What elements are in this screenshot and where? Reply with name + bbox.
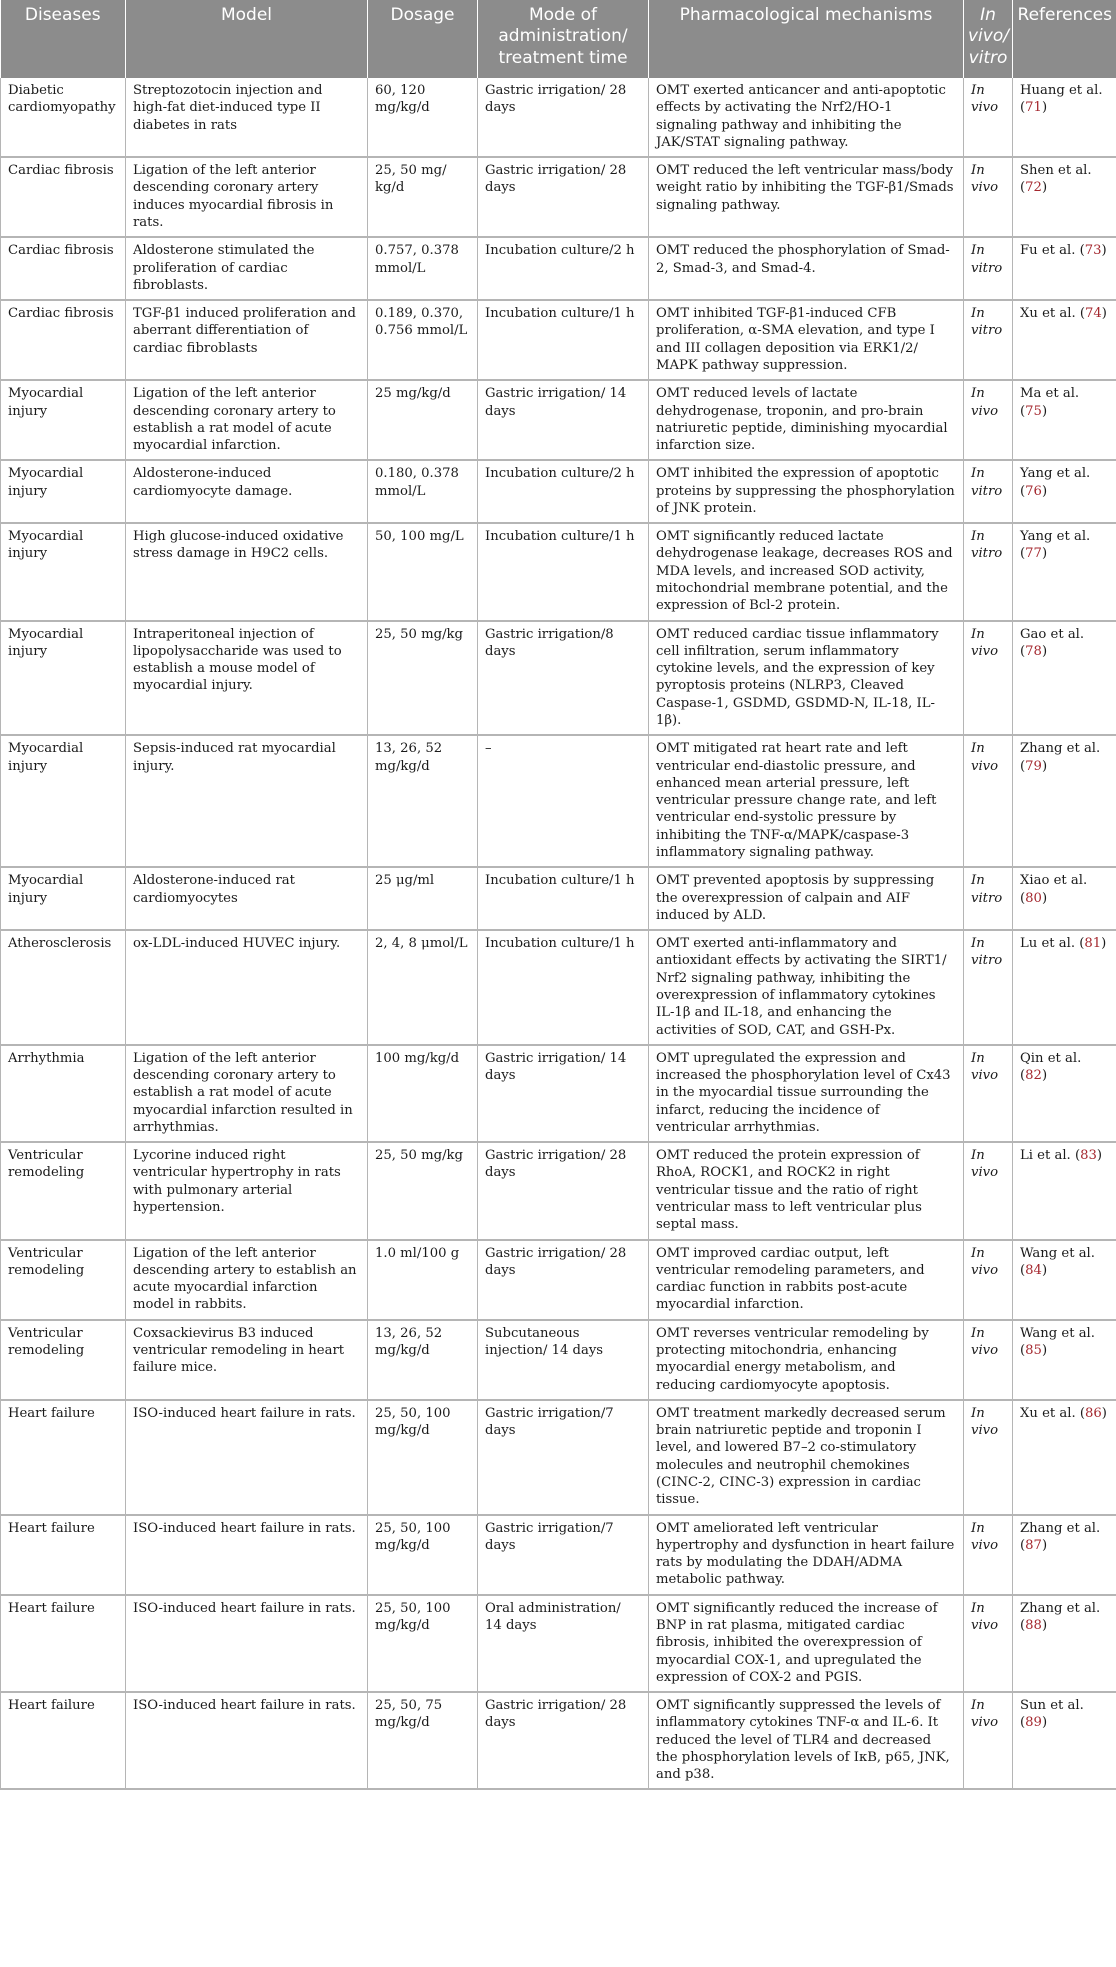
reference-number-link[interactable]: 76 — [1025, 483, 1042, 499]
mechanism-cell: OMT exerted anti-inflammatory and antioxidant effects by activating the SIRT1/ Nrf2 signaling pathway, inhibiting the overexpression of inflammatory cytokines IL-1β and IL-18, and enhancing the activities of SOD, CAT, and GSH-Px. — [649, 930, 964, 1045]
table-row — [1, 523, 1116, 620]
dosage-cell: 0.757, 0.378 mmol/L — [368, 237, 478, 300]
vivo-vitro-cell: In vivo — [964, 735, 1013, 867]
mode-cell: Gastric irrigation/ 14 days — [478, 380, 649, 460]
disease-cell: Myocardial injury — [1, 523, 126, 620]
vivo-vitro-cell: In vivo — [964, 621, 1013, 736]
reference-number-link[interactable]: 81 — [1084, 936, 1102, 952]
reference-cell: Shen et al. (72) — [1013, 157, 1116, 237]
vivo-vitro-cell: In vitro — [964, 300, 1013, 380]
disease-cell: Myocardial injury — [1, 380, 126, 460]
model-cell: TGF-β1 induced proliferation and aberrant differentiation of cardiac fibroblasts — [126, 300, 368, 380]
reference-cell: Wang et al. (84) — [1013, 1240, 1116, 1320]
model-cell: ISO-induced heart failure in rats. — [126, 1400, 368, 1515]
table-row — [1, 867, 1116, 930]
reference-number-link[interactable]: 86 — [1085, 1405, 1102, 1421]
model-cell: ISO-induced heart failure in rats. — [126, 1595, 368, 1692]
table-row — [1, 237, 1116, 300]
mechanism-cell: OMT upregulated the expression and increased the phosphorylation level of Cx43 in the myocardial tissue surrounding the infarct, reducing the incidence of ventricular arrhythmias. — [649, 1045, 964, 1142]
dosage-cell: 1.0 ml/100 g — [368, 1240, 478, 1320]
mechanism-cell: OMT significantly reduced the increase of BNP in rat plasma, mitigated cardiac fibrosis, inhibited the overexpression of myocardial COX-1, and upregulated the expression of COX-2 and PGIS. — [649, 1595, 964, 1692]
disease-cell: Atherosclerosis — [1, 930, 126, 1045]
reference-cell: Yang et al. (76) — [1013, 460, 1116, 523]
mode-cell: Incubation culture/1 h — [478, 523, 649, 620]
mode-cell: Incubation culture/1 h — [478, 867, 649, 930]
mechanism-cell: OMT significantly suppressed the levels of inflammatory cytokines TNF-α and IL-6. It reduced the level of TLR4 and decreased the phosphorylation levels of IκB, p65, JNK, and p38. — [649, 1692, 964, 1789]
reference-number-link[interactable]: 73 — [1084, 243, 1102, 259]
vivo-vitro-cell: In vivo — [964, 1692, 1013, 1789]
mechanism-cell: OMT reduced levels of lactate dehydrogenase, troponin, and pro-brain natriuretic peptide, diminishing myocardial infarction size. — [649, 380, 964, 460]
vivo-vitro-cell: In vivo — [964, 1595, 1013, 1692]
dosage-cell: 25, 50 mg/kg — [368, 621, 478, 736]
reference-number-link[interactable]: 75 — [1025, 403, 1042, 419]
mechanism-cell: OMT exerted anticancer and anti-apoptotic effects by activating the Nrf2/HO-1 signaling pathway and inhibiting the JAK/STAT signaling pathway. — [649, 78, 964, 157]
mechanism-cell: OMT significantly reduced lactate dehydrogenase leakage, decreases ROS and MDA levels, and increased SOD activity, mitochondrial membrane potential, and the expression of Bcl-2 protein. — [649, 523, 964, 620]
reference-author: Xiao et al. — [1020, 873, 1088, 889]
disease-cell: Heart failure — [1, 1692, 126, 1789]
reference-cell: Lu et al. (81) — [1013, 930, 1116, 1045]
dosage-cell: 13, 26, 52 mg/kg/d — [368, 1320, 478, 1400]
reference-author: Xu et al. — [1020, 306, 1076, 322]
disease-cell: Heart failure — [1, 1515, 126, 1595]
reference-author: Sun et al. — [1020, 1698, 1084, 1714]
table-row — [1, 380, 1116, 460]
vivo-vitro-cell: In vitro — [964, 237, 1013, 300]
reference-author: Zhang et al. — [1020, 741, 1101, 757]
header-mode: Mode of administration/ treatment time — [478, 0, 649, 78]
disease-cell: Ventricular remodeling — [1, 1142, 126, 1239]
mode-cell: Incubation culture/2 h — [478, 237, 649, 300]
disease-cell: Myocardial injury — [1, 460, 126, 523]
reference-cell: Huang et al. (71) — [1013, 78, 1116, 157]
reference-cell: Zhang et al. (87) — [1013, 1515, 1116, 1595]
table-row — [1, 1400, 1116, 1515]
mechanism-cell: OMT mitigated rat heart rate and left ventricular end-diastolic pressure, and enhanced mean arterial pressure, left ventricular pressure change rate, and left ventricular end-systolic pressure by inhibiting the TNF-α/MAPK/caspase-3 inflammatory signaling pathway. — [649, 735, 964, 867]
mechanism-cell: OMT inhibited TGF-β1-induced CFB proliferation, α-SMA elevation, and type I and III collagen deposition via ERK1/2/ MAPK pathway suppression. — [649, 300, 964, 380]
dosage-cell: 100 mg/kg/d — [368, 1045, 478, 1142]
vivo-vitro-cell: In vivo — [964, 78, 1013, 157]
reference-author: Qin et al. — [1020, 1050, 1082, 1066]
mode-cell: Gastric irrigation/7 days — [478, 1515, 649, 1595]
table-row — [1, 1515, 1116, 1595]
header-diseases: Diseases — [1, 0, 126, 78]
vivo-vitro-cell: In vivo — [964, 1240, 1013, 1320]
table-row — [1, 1240, 1116, 1320]
model-cell: Aldosterone-induced rat cardiomyocytes — [126, 867, 368, 930]
table-row — [1, 735, 1116, 867]
dosage-cell: 25, 50, 100 mg/kg/d — [368, 1595, 478, 1692]
reference-cell: Ma et al. (75) — [1013, 380, 1116, 460]
reference-author: Yang et al. — [1020, 529, 1091, 545]
reference-author: Yang et al. — [1020, 466, 1091, 482]
reference-cell: Fu et al. (73) — [1013, 237, 1116, 300]
model-cell: Streptozotocin injection and high-fat diet-induced type II diabetes in rats — [126, 78, 368, 157]
mode-cell: Gastric irrigation/ 28 days — [478, 157, 649, 237]
reference-number-link[interactable]: 83 — [1080, 1148, 1097, 1164]
mode-cell: Oral administration/ 14 days — [478, 1595, 649, 1692]
vivo-vitro-cell: In vivo — [964, 1515, 1013, 1595]
reference-number-link[interactable]: 74 — [1085, 306, 1102, 322]
reference-number-link[interactable]: 87 — [1025, 1537, 1042, 1553]
dosage-cell: 25, 50, 100 mg/kg/d — [368, 1515, 478, 1595]
model-cell: Ligation of the left anterior descending coronary artery induces myocardial fibrosis in rats. — [126, 157, 368, 237]
dosage-cell: 25 μg/ml — [368, 867, 478, 930]
disease-cell: Myocardial injury — [1, 621, 126, 736]
model-cell: Intraperitoneal injection of lipopolysaccharide was used to establish a mouse model of myocardial injury. — [126, 621, 368, 736]
reference-number-link[interactable]: 71 — [1025, 100, 1042, 116]
vivo-vitro-cell: In vitro — [964, 930, 1013, 1045]
reference-cell: Sun et al. (89) — [1013, 1692, 1116, 1789]
reference-cell: Xu et al. (86) — [1013, 1400, 1116, 1515]
mode-cell: Incubation culture/1 h — [478, 300, 649, 380]
dosage-cell: 25, 50, 75 mg/kg/d — [368, 1692, 478, 1789]
model-cell: ISO-induced heart failure in rats. — [126, 1515, 368, 1595]
reference-cell: Zhang et al. (88) — [1013, 1595, 1116, 1692]
disease-cell: Myocardial injury — [1, 867, 126, 930]
mode-cell: Gastric irrigation/ 28 days — [478, 78, 649, 157]
mechanism-cell: OMT reduced cardiac tissue inflammatory cell infiltration, serum inflammatory cytokine levels, and the expression of key pyroptosis proteins (NLRP3, Cleaved Caspase-1, GSDMD, GSDMD-N, IL-18, IL-1β). — [649, 621, 964, 736]
table-row — [1, 1142, 1116, 1239]
reference-cell: Zhang et al. (79) — [1013, 735, 1116, 867]
model-cell: Coxsackievirus B3 induced ventricular remodeling in heart failure mice. — [126, 1320, 368, 1400]
reference-author: Shen et al. — [1020, 163, 1092, 179]
reference-author: Xu et al. — [1020, 1405, 1076, 1421]
mode-cell: Gastric irrigation/8 days — [478, 621, 649, 736]
reference-number-link[interactable]: 77 — [1025, 546, 1042, 562]
reference-cell: Yang et al. (77) — [1013, 523, 1116, 620]
mode-cell: Subcutaneous injection/ 14 days — [478, 1320, 649, 1400]
table-row — [1, 1320, 1116, 1400]
disease-cell: Cardiac fibrosis — [1, 237, 126, 300]
reference-number-link[interactable]: 79 — [1025, 758, 1042, 774]
mode-cell: Gastric irrigation/ 28 days — [478, 1240, 649, 1320]
table-row — [1, 1045, 1116, 1142]
mode-cell: Gastric irrigation/ 28 days — [478, 1692, 649, 1789]
mechanism-cell: OMT inhibited the expression of apoptotic proteins by suppressing the phosphorylation of JNK protein. — [649, 460, 964, 523]
reference-cell: Wang et al. (85) — [1013, 1320, 1116, 1400]
mechanism-cell: OMT prevented apoptosis by suppressing the overexpression of calpain and AIF induced by ALD. — [649, 867, 964, 930]
table-row — [1, 621, 1116, 736]
dosage-cell: 25, 50, 100 mg/kg/d — [368, 1400, 478, 1515]
header-mechanisms: Pharmacological mechanisms — [649, 0, 964, 78]
table-row — [1, 460, 1116, 523]
disease-cell: Ventricular remodeling — [1, 1320, 126, 1400]
model-cell: Aldosterone-induced cardiomyocyte damage. — [126, 460, 368, 523]
vivo-vitro-cell: In vivo — [964, 380, 1013, 460]
mode-cell: Gastric irrigation/7 days — [478, 1400, 649, 1515]
reference-number-link[interactable]: 78 — [1025, 643, 1042, 659]
reference-cell: Gao et al. (78) — [1013, 621, 1116, 736]
mechanism-cell: OMT improved cardiac output, left ventricular remodeling parameters, and cardiac function in rabbits post-acute myocardial infarction. — [649, 1240, 964, 1320]
reference-number-link[interactable]: 72 — [1025, 180, 1042, 196]
reference-cell: Li et al. (83) — [1013, 1142, 1116, 1239]
table-row — [1, 300, 1116, 380]
model-cell: Sepsis-induced rat myocardial injury. — [126, 735, 368, 867]
reference-cell: Xu et al. (74) — [1013, 300, 1116, 380]
reference-author: Zhang et al. — [1020, 1600, 1101, 1616]
mode-cell: Incubation culture/2 h — [478, 460, 649, 523]
reference-cell: Qin et al. (82) — [1013, 1045, 1116, 1142]
vivo-vitro-cell: In vitro — [964, 867, 1013, 930]
reference-author: Wang et al. — [1020, 1245, 1095, 1261]
dosage-cell: 25, 50 mg/kg — [368, 1142, 478, 1239]
table-row — [1, 930, 1116, 1045]
mechanism-cell: OMT reduced the phosphorylation of Smad-2, Smad-3, and Smad-4. — [649, 237, 964, 300]
model-cell: Ligation of the left anterior descending coronary artery to establish a rat model of acute myocardial infarction resulted in arrhythmias. — [126, 1045, 368, 1142]
model-cell: ISO-induced heart failure in rats. — [126, 1692, 368, 1789]
mode-cell: – — [478, 735, 649, 867]
vivo-vitro-cell: In vivo — [964, 1045, 1013, 1142]
reference-author: Ma et al. — [1020, 386, 1080, 402]
mechanism-cell: OMT ameliorated left ventricular hypertrophy and dysfunction in heart failure rats by modulating the DDAH/ADMA metabolic pathway. — [649, 1515, 964, 1595]
reference-number-link[interactable]: 88 — [1025, 1617, 1042, 1633]
vivo-vitro-cell: In vitro — [964, 523, 1013, 620]
mechanism-cell: OMT treatment markedly decreased serum brain natriuretic peptide and troponin I level, and lowered B7–2 co-stimulatory molecules and neutrophil chemokines (CINC-2, CINC-3) expression in cardiac tissue. — [649, 1400, 964, 1515]
table-header — [1, 0, 1116, 78]
vivo-vitro-cell: In vivo — [964, 157, 1013, 237]
vivo-vitro-cell: In vivo — [964, 1142, 1013, 1239]
dosage-cell: 25 mg/kg/d — [368, 380, 478, 460]
reference-author: Fu et al. — [1020, 243, 1076, 259]
reference-author: Wang et al. — [1020, 1325, 1095, 1341]
reference-author: Lu et al. — [1020, 936, 1076, 952]
model-cell: Ligation of the left anterior descending coronary artery to establish a rat model of acute myocardial infarction. — [126, 380, 368, 460]
header-row — [1, 0, 1116, 78]
mode-cell: Gastric irrigation/ 14 days — [478, 1045, 649, 1142]
mechanism-cell: OMT reduced the left ventricular mass/body weight ratio by inhibiting the TGF-β1/Smads signaling pathway. — [649, 157, 964, 237]
model-cell: Ligation of the left anterior descending artery to establish an acute myocardial infarction model in rabbits. — [126, 1240, 368, 1320]
reference-author: Huang et al. — [1020, 83, 1103, 98]
mechanism-cell: OMT reverses ventricular remodeling by protecting mitochondria, enhancing myocardial energy metabolism, and reducing cardiomyocyte apoptosis. — [649, 1320, 964, 1400]
dosage-cell: 50, 100 mg/L — [368, 523, 478, 620]
dosage-cell: 13, 26, 52 mg/kg/d — [368, 735, 478, 867]
reference-number-link[interactable]: 89 — [1025, 1715, 1042, 1731]
table-row — [1, 78, 1116, 157]
reference-number-link[interactable]: 85 — [1025, 1343, 1042, 1358]
table-row — [1, 157, 1116, 237]
dosage-cell: 0.189, 0.370, 0.756 mmol/L — [368, 300, 478, 380]
dosage-cell: 25, 50 mg/ kg/d — [368, 157, 478, 237]
model-cell: ox-LDL-induced HUVEC injury. — [126, 930, 368, 1045]
reference-number-link[interactable]: 82 — [1025, 1068, 1042, 1084]
reference-number-link[interactable]: 84 — [1025, 1262, 1042, 1278]
header-model: Model — [126, 0, 368, 78]
model-cell: Lycorine induced right ventricular hypertrophy in rats with pulmonary arterial hypertension. — [126, 1142, 368, 1239]
dosage-cell: 2, 4, 8 μmol/L — [368, 930, 478, 1045]
table-body — [1, 78, 1116, 1789]
mode-cell: Gastric irrigation/ 28 days — [478, 1142, 649, 1239]
disease-cell: Cardiac fibrosis — [1, 157, 126, 237]
vivo-vitro-cell: In vitro — [964, 460, 1013, 523]
disease-cell: Heart failure — [1, 1595, 126, 1692]
vivo-vitro-cell: In vivo — [964, 1400, 1013, 1515]
reference-author: Gao et al. — [1020, 626, 1085, 642]
table-row — [1, 1692, 1116, 1789]
dosage-cell: 60, 120 mg/kg/d — [368, 78, 478, 157]
reference-author: Zhang et al. — [1020, 1520, 1101, 1536]
reference-author: Li et al. — [1020, 1148, 1071, 1164]
disease-cell: Arrhythmia — [1, 1045, 126, 1142]
header-in-vivo-vitro: In vivo/ vitro — [964, 0, 1013, 78]
table-row — [1, 1595, 1116, 1692]
dosage-cell: 0.180, 0.378 mmol/L — [368, 460, 478, 523]
disease-cell: Heart failure — [1, 1400, 126, 1515]
vivo-vitro-cell: In vivo — [964, 1320, 1013, 1400]
disease-cell: Diabetic cardiomyopathy — [1, 78, 126, 157]
model-cell: High glucose-induced oxidative stress damage in H9C2 cells. — [126, 523, 368, 620]
disease-cell: Ventricular remodeling — [1, 1240, 126, 1320]
header-dosage: Dosage — [368, 0, 478, 78]
reference-cell: Xiao et al. (80) — [1013, 867, 1116, 930]
mode-cell: Incubation culture/1 h — [478, 930, 649, 1045]
model-cell: Aldosterone stimulated the proliferation of cardiac fibroblasts. — [126, 237, 368, 300]
header-references: References — [1013, 0, 1116, 78]
reference-number-link[interactable]: 80 — [1025, 890, 1042, 906]
mechanism-cell: OMT reduced the protein expression of RhoA, ROCK1, and ROCK2 in right ventricular tissue and the ratio of right ventricular mass to left ventricular plus septal mass. — [649, 1142, 964, 1239]
disease-cell: Myocardial injury — [1, 735, 126, 867]
disease-cell: Cardiac fibrosis — [1, 300, 126, 380]
